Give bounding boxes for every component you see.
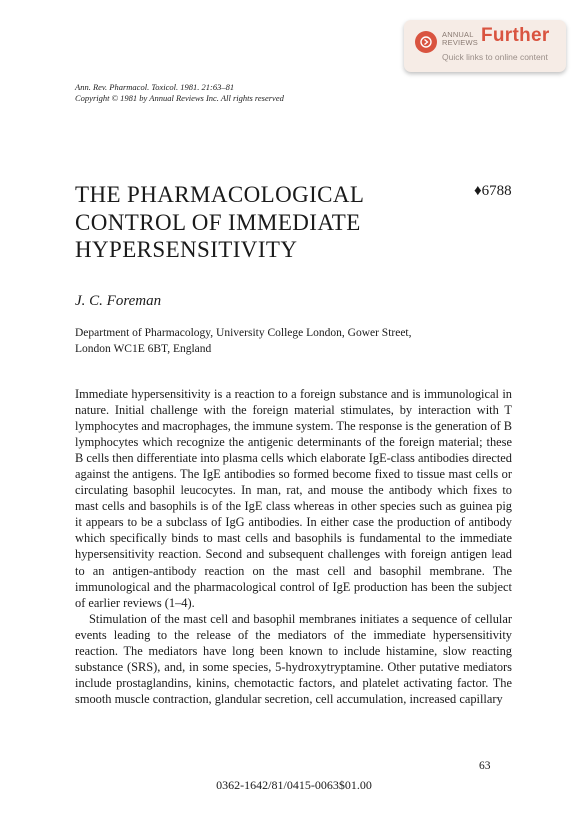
article-body: [75, 386, 512, 707]
page-number: 63: [479, 760, 491, 772]
brand-line-2: REVIEWS: [442, 38, 478, 47]
copyright-line: Copyright © 1981 by Annual Reviews Inc. All rights reserved: [75, 93, 284, 103]
brand-line-1: ANNUAL: [442, 30, 474, 39]
further-subtitle: Quick links to online content: [442, 52, 548, 62]
article-code: ♦6788: [474, 183, 512, 199]
further-title: Further: [481, 25, 550, 46]
title-line-2: CONTROL OF IMMEDIATE: [75, 209, 361, 235]
title-line-1: THE PHARMACOLOGICAL: [75, 182, 365, 207]
body-paragraph-2: Stimulation of the mast cell and basophil membranes initiates a sequence of cellular events leading to the release of the mediators of the immediate hypersensitivity reaction. The mediators have long been known to include histamine, slow reacting substance (SRS), and, in some species, 5-hydroxytryptamine. Other putative mediators include prostaglandins, kinins, chemotactic factors, and platelet activating factor. The smooth muscle contraction, glandular secretion, cell accumulation, increased capillary: [75, 611, 512, 706]
citation-line-1: Ann. Rev. Pharmacol. Toxicol. 1981. 21:63–81: [75, 82, 235, 92]
author-name: J. C. Foreman: [75, 293, 162, 309]
further-logo-icon: [415, 31, 437, 53]
affiliation-line-2: London WC1E 6BT, England: [75, 343, 212, 355]
footer-code: 0362-1642/81/0415-0063$01.00: [216, 778, 372, 792]
annual-reviews-further-badge[interactable]: [404, 20, 566, 72]
affiliation-line-1: Department of Pharmacology, University College London, Gower Street,: [75, 327, 412, 339]
author-affiliation: [75, 325, 412, 357]
journal-citation: [75, 82, 284, 104]
article-title: [75, 181, 435, 264]
annual-reviews-brand: [442, 31, 480, 47]
title-line-3: HYPERSENSITIVITY: [75, 237, 298, 262]
body-paragraph-1: Immediate hypersensitivity is a reaction to a foreign substance and is immunological in nature. Initial challenge with the foreign material stimulates, by interaction with T lymphocytes and macrophages, the immune system. The response is the generation of B lymphocytes which recognize the antigenic determinants of the foreign material; these B cells then differentiate into plasma cells which elaborate IgE-class antibodies directed against the antigens. The IgE antibodies so formed become fixed to tissue mast cells or circulating basophil leucocytes. In man, rat, and mouse the antibody which fixes to mast cells and basophils is of the IgE class whereas in other species such as guinea pig it appears to be a subclass of IgG antibodies. In either case the production of antibody which specifically binds to mast cells and basophils is fundamental to the immediate hypersensitivity reaction. Second and subsequent challenges with foreign antigen lead to an antigen-antibody reaction on the mast cell and basophil membrane. The immunological and the pharmacological control of IgE production has been the subject of earlier reviews (1–4).: [75, 387, 512, 610]
